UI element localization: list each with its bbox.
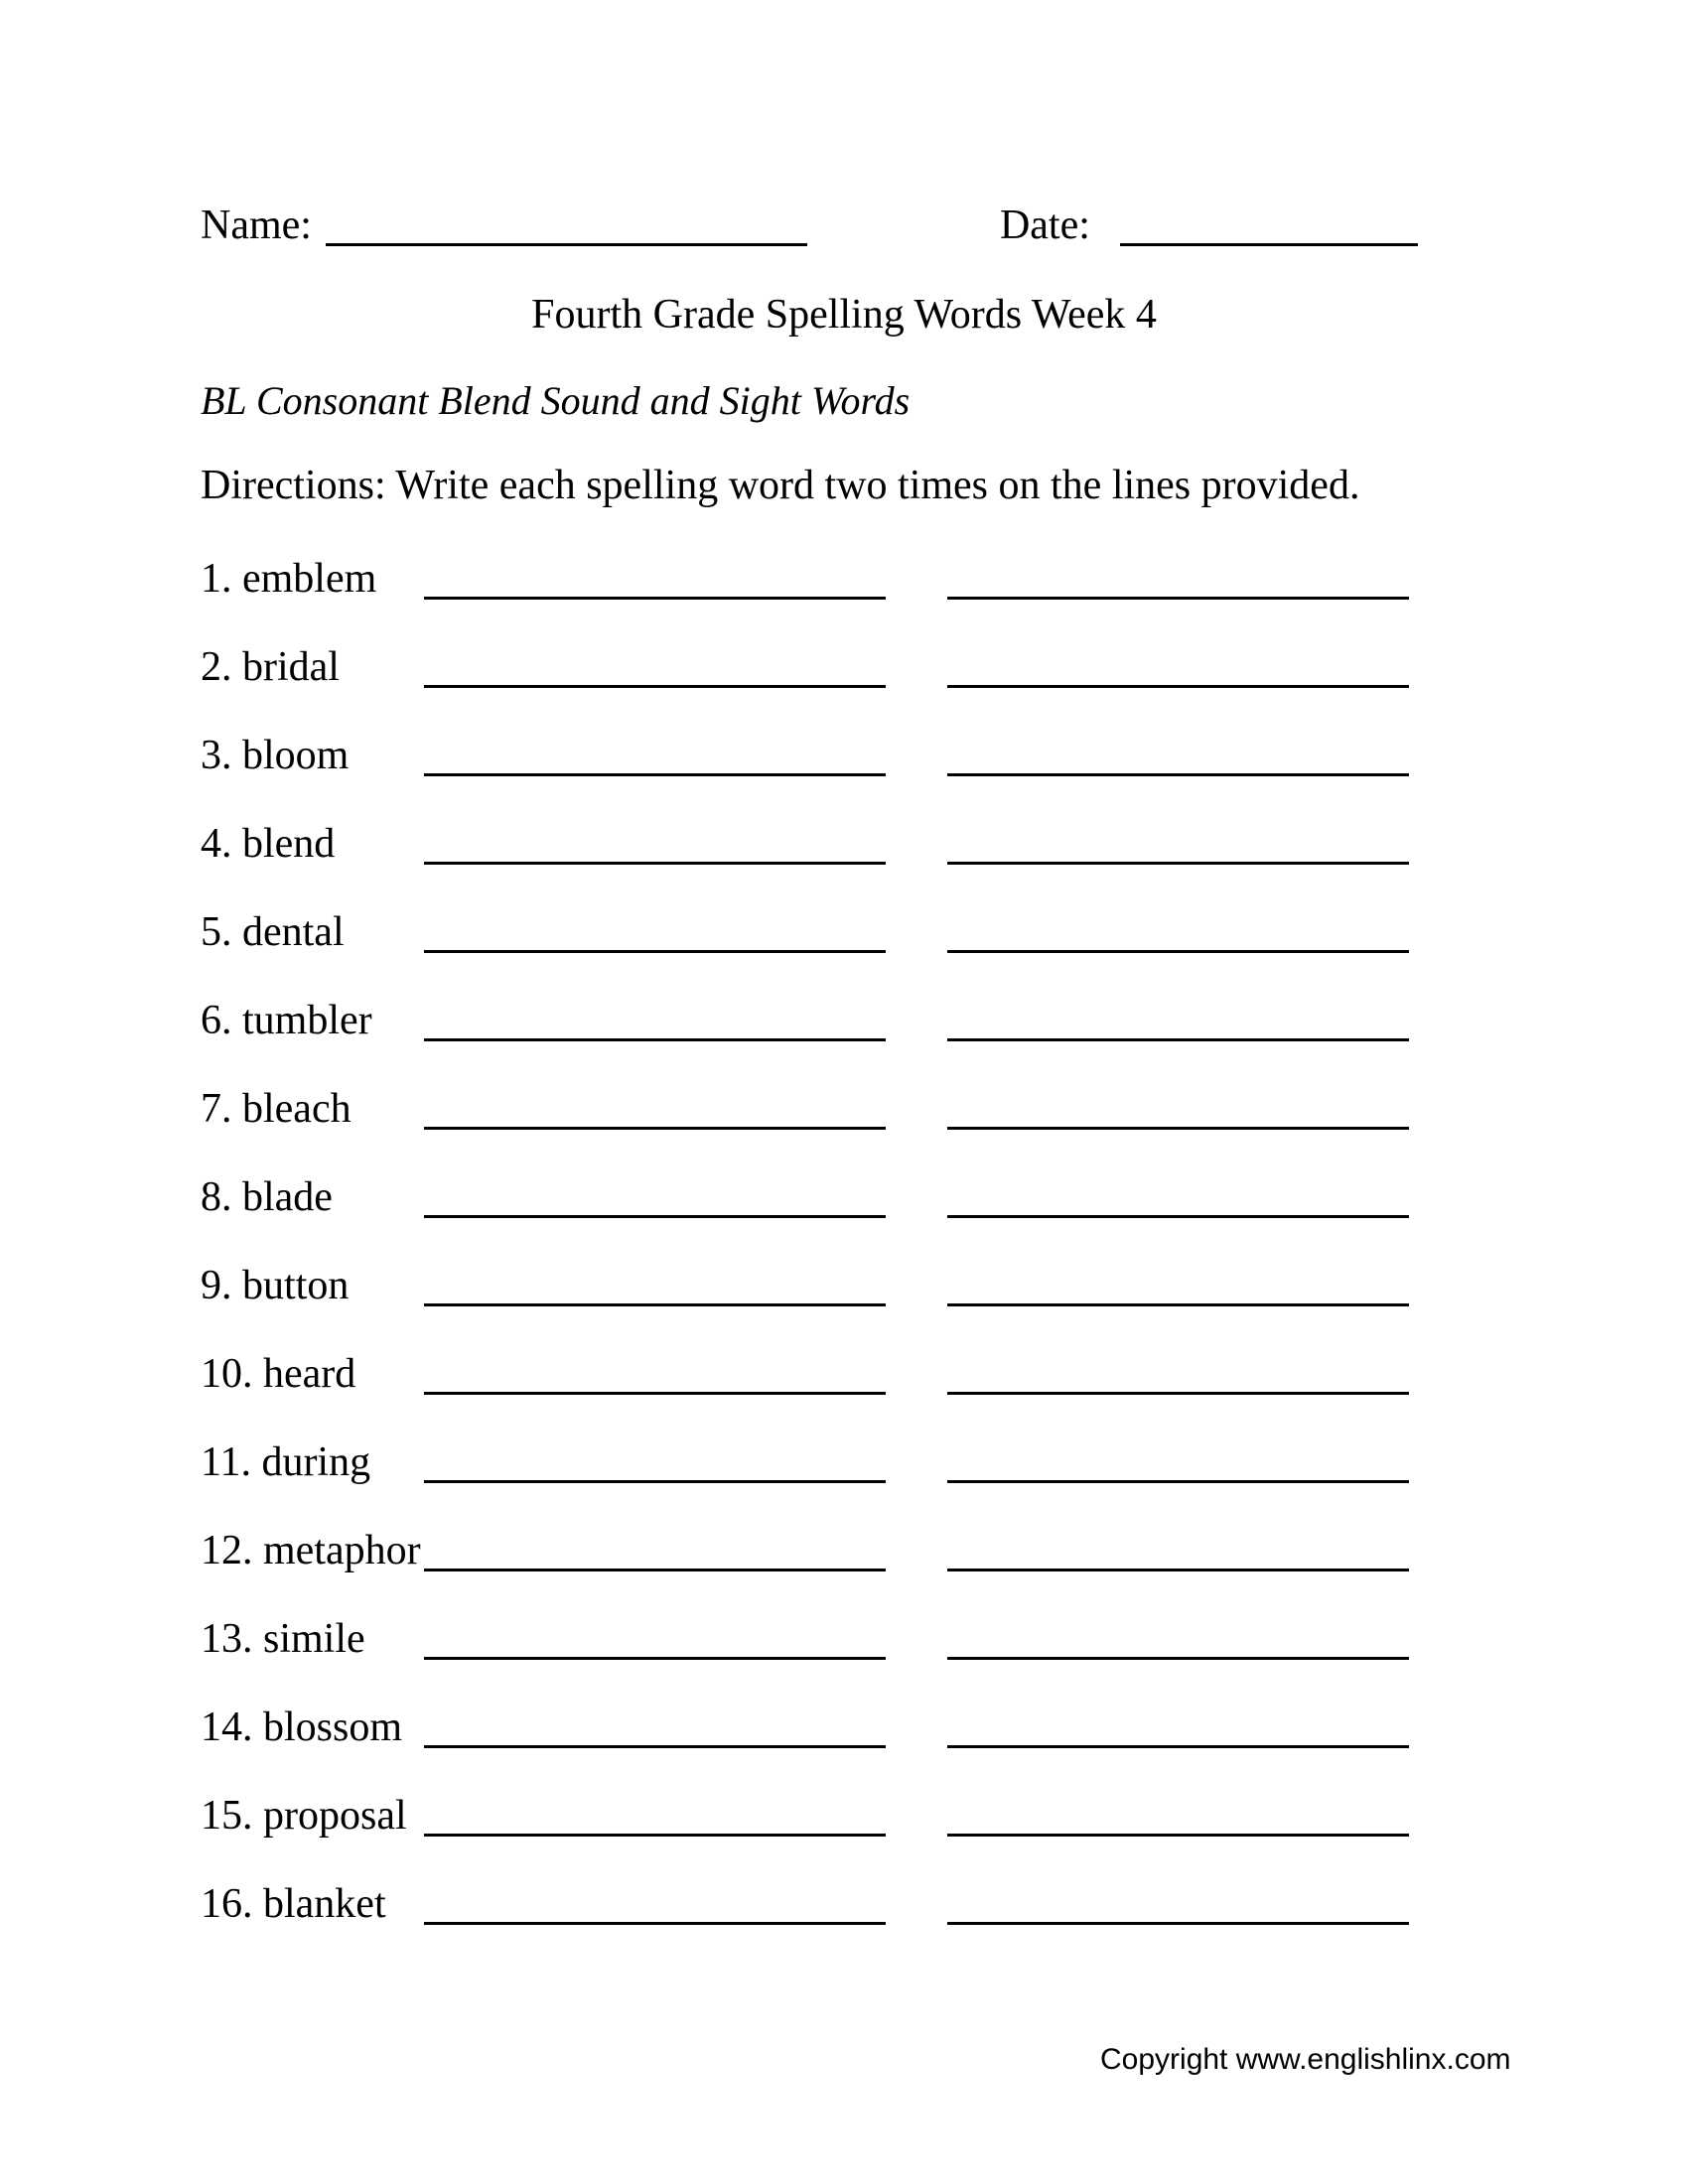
- name-write-line: [326, 243, 807, 246]
- word-label: 8. blade: [201, 1174, 333, 1220]
- answer-line-1: [424, 1480, 886, 1483]
- word-label: 5. dental: [201, 909, 345, 955]
- word-list: [201, 549, 1409, 1963]
- answer-line-1: [424, 1127, 886, 1130]
- word-row: [201, 1344, 1409, 1433]
- word-row: [201, 1256, 1409, 1344]
- word-row: [201, 1874, 1409, 1963]
- word-label: 1. emblem: [201, 556, 377, 602]
- word-label: 2. bridal: [201, 644, 340, 690]
- answer-line-2: [947, 773, 1409, 776]
- answer-line-2: [947, 1303, 1409, 1306]
- answer-line-2: [947, 1038, 1409, 1041]
- answer-line-1: [424, 685, 886, 688]
- answer-line-1: [424, 1569, 886, 1571]
- word-row: [201, 902, 1409, 991]
- word-label: 15. proposal: [201, 1793, 407, 1839]
- answer-line-1: [424, 1834, 886, 1837]
- answer-line-2: [947, 1657, 1409, 1660]
- page-title: Fourth Grade Spelling Words Week 4: [531, 292, 1157, 338]
- answer-line-1: [424, 1215, 886, 1218]
- answer-line-1: [424, 1745, 886, 1748]
- answer-line-1: [424, 773, 886, 776]
- word-row: [201, 726, 1409, 814]
- answer-line-2: [947, 1745, 1409, 1748]
- answer-line-2: [947, 1392, 1409, 1395]
- answer-line-1: [424, 950, 886, 953]
- word-row: [201, 1786, 1409, 1874]
- date-label: Date:: [999, 203, 1090, 248]
- word-row: [201, 637, 1409, 726]
- answer-line-1: [424, 597, 886, 600]
- word-row: [201, 991, 1409, 1079]
- answer-line-1: [424, 1038, 886, 1041]
- answer-line-2: [947, 1127, 1409, 1130]
- answer-line-1: [424, 1657, 886, 1660]
- word-label: 14. blossom: [201, 1705, 403, 1750]
- answer-line-2: [947, 1922, 1409, 1925]
- word-label: 4. blend: [201, 821, 336, 867]
- answer-line-1: [424, 1922, 886, 1925]
- answer-line-2: [947, 950, 1409, 953]
- word-row: [201, 1079, 1409, 1167]
- copyright-text: Copyright www.englishlinx.com: [1100, 2043, 1511, 2076]
- name-label: Name:: [201, 203, 312, 248]
- answer-line-2: [947, 1480, 1409, 1483]
- word-label: 6. tumbler: [201, 998, 372, 1043]
- answer-line-1: [424, 862, 886, 865]
- answer-line-2: [947, 685, 1409, 688]
- word-label: 13. simile: [201, 1616, 365, 1662]
- word-label: 9. button: [201, 1263, 350, 1308]
- answer-line-1: [424, 1303, 886, 1306]
- word-row: [201, 1433, 1409, 1521]
- word-label: 3. bloom: [201, 733, 350, 778]
- word-row: [201, 549, 1409, 637]
- directions-text: Directions: Write each spelling word two times on the lines provided.: [201, 463, 1360, 508]
- name-date-row: [201, 205, 1418, 246]
- answer-line-2: [947, 862, 1409, 865]
- date-write-line: [1120, 243, 1418, 246]
- word-label: 10. heard: [201, 1351, 356, 1397]
- word-row: [201, 1609, 1409, 1698]
- word-label: 7. bleach: [201, 1086, 352, 1132]
- word-row: [201, 1167, 1409, 1256]
- answer-line-2: [947, 597, 1409, 600]
- word-label: 11. during: [201, 1439, 371, 1485]
- worksheet-subtitle: BL Consonant Blend Sound and Sight Words: [201, 378, 911, 423]
- word-label: 12. metaphor: [201, 1528, 421, 1573]
- word-row: [201, 814, 1409, 902]
- answer-line-2: [947, 1834, 1409, 1837]
- word-row: [201, 1521, 1409, 1609]
- word-row: [201, 1698, 1409, 1786]
- answer-line-1: [424, 1392, 886, 1395]
- answer-line-2: [947, 1215, 1409, 1218]
- answer-line-2: [947, 1569, 1409, 1571]
- word-label: 16. blanket: [201, 1881, 386, 1927]
